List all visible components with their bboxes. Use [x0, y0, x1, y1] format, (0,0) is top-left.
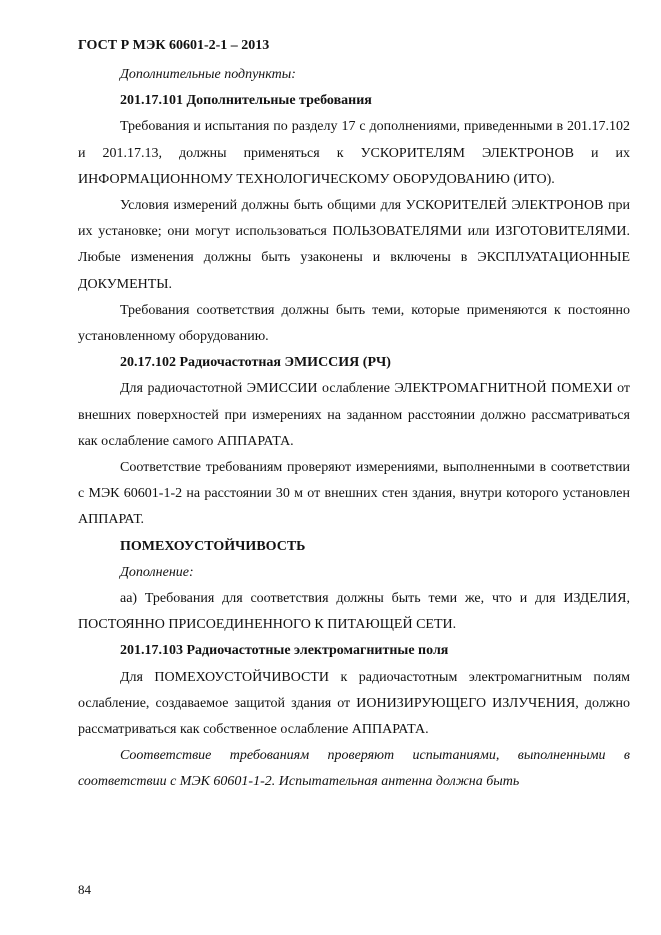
heading-201-17-103: 201.17.103 Радиочастотные электромагнитные поля — [120, 643, 449, 659]
paragraph-rf-immunity: Для ПОМЕХОУСТОЙЧИВОСТИ к радиочастотным электромагнитным полям ослабление, создаваемое защитой здания от ИОНИЗИРУЮЩЕГО ИЗЛУЧЕНИЯ, должно рассматриваться как собственное ослабление АППАРАТА. — [78, 669, 630, 738]
paragraph-aa-requirements: аа) Требования для соответствия должны быть теми же, что и для ИЗДЕЛИЯ, ПОСТОЯННО ПРИСОЕДИНЕННОГО К ПИТАЮЩЕЙ СЕТИ. — [78, 591, 630, 633]
heading-immunity: ПОМЕХОУСТОЙЧИВОСТЬ — [120, 538, 306, 554]
paragraph-immunity-compliance: Соответствие требованиям проверяют испытаниями, выполненными в соответствии с МЭК 60601-1-2. Испытательная антенна должна быть — [78, 748, 630, 790]
paragraph-compliance-requirements: Требования соответствия должны быть теми, которые применяются к постоянно установленному оборудованию. — [78, 302, 630, 345]
page-number: 84 — [78, 882, 91, 897]
paragraph-rf-emission: Для радиочастотной ЭМИССИИ ослабление ЭЛЕКТРОМАГНИТНОЙ ПОМЕХИ от внешних поверхностей при измерениях на заданном расстоянии должно рассматриваться как ослабление самого АППАРАТА. — [78, 381, 630, 449]
document-header: ГОСТ Р МЭК 60601-2-1 – 2013 — [78, 38, 270, 53]
heading-20-17-102: 20.17.102 Радиочастотная ЭМИССИЯ (РЧ) — [120, 355, 391, 371]
paragraph-additional-subclauses: Дополнительные подпункты: — [120, 67, 296, 82]
paragraph-requirements-tests: Требования и испытания по разделу 17 с дополнениями, приведенными в 201.17.102 и 201.17.13, должны применяться к УСКОРИТЕЛЯМ ЭЛЕКТРОНОВ и их ИНФОРМАЦИОННОМУ ТЕХНОЛОГИЧЕСКОМУ ОБОРУДОВАНИЮ (ИТО). — [78, 119, 630, 187]
heading-201-17-101: 201.17.101 Дополнительные требования — [120, 93, 372, 109]
paragraph-measurement-conditions: Условия измерений должны быть общими для УСКОРИТЕЛЕЙ ЭЛЕКТРОНОВ при их установке; они могут использоваться ПОЛЬЗОВАТЕЛЯМИ или ИЗГОТОВИТЕЛЯМИ. Любые изменения должны быть узаконены и включены в ЭКСПЛУАТАЦИОННЫЕ ДОКУМЕНТЫ. — [78, 198, 630, 292]
paragraph-emission-compliance: Соответствие требованиям проверяют измерениями, выполненными в соответствии с МЭК 60601-1-2 на расстоянии 30 м от внешних стен здания, внутри которого установлен АППАРАТ. — [78, 460, 630, 528]
document-body — [78, 62, 630, 796]
paragraph-addition: Дополнение: — [120, 564, 194, 580]
